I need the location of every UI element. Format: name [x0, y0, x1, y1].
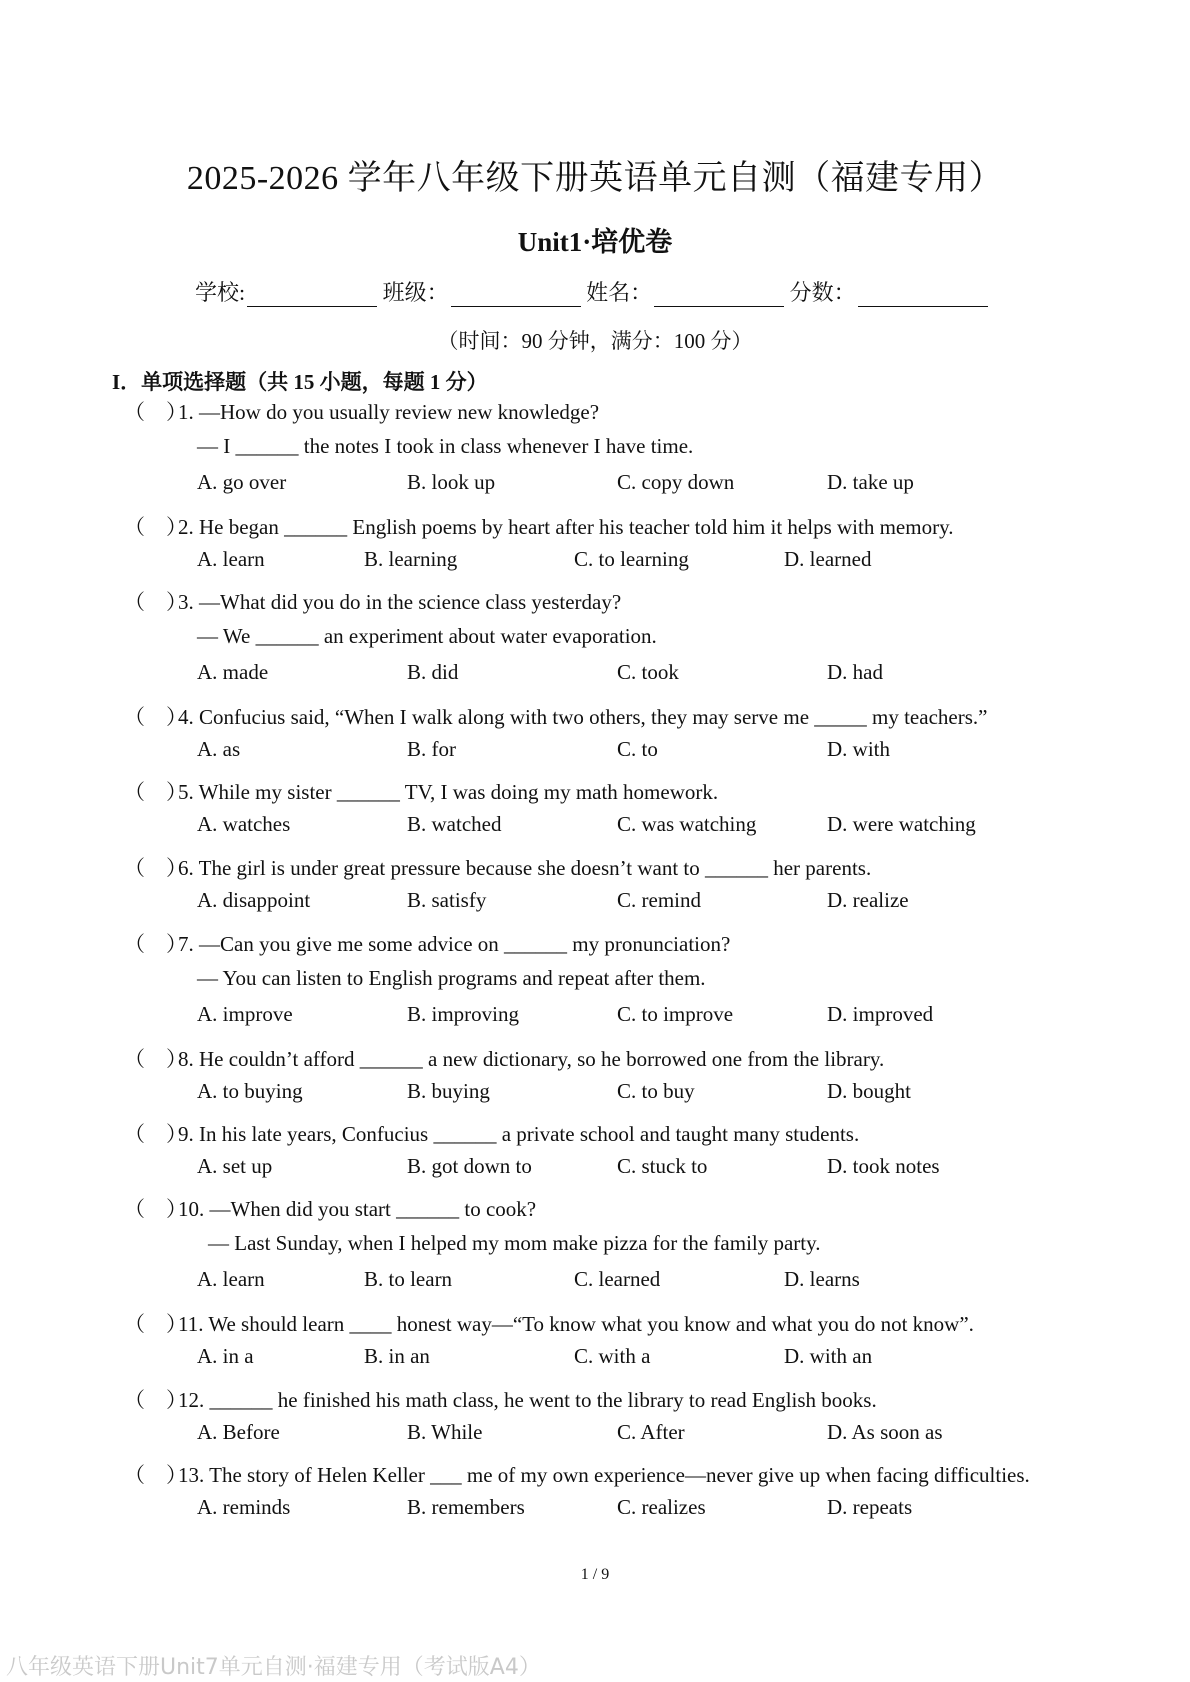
option-a[interactable]: A. to buying [197, 1079, 303, 1103]
option-c[interactable]: C. stuck to [617, 1154, 708, 1178]
question-text: 7. —Can you give me some advice on ______ my pronunciation? [178, 932, 731, 956]
option-c[interactable]: C. learned [574, 1267, 661, 1291]
question-stem [124, 1043, 884, 1073]
question-stem [124, 852, 871, 882]
question-stem [124, 776, 718, 806]
option-d[interactable]: D. were watching [827, 812, 976, 836]
option-row [197, 1267, 1097, 1293]
question-stem [124, 1384, 877, 1414]
question-text: 8. He couldn’t afford ______ a new dictionary, so he borrowed one from the library. [178, 1047, 885, 1071]
option-c[interactable]: C. was watching [617, 812, 757, 836]
option-a[interactable]: A. go over [197, 470, 287, 494]
score-label: 分数： [789, 280, 856, 305]
question-stem [124, 586, 621, 616]
option-a[interactable]: A. as [197, 737, 241, 761]
option-d[interactable]: D. improved [827, 1002, 934, 1026]
score-blank [858, 284, 988, 307]
option-row [197, 737, 1097, 763]
option-a[interactable]: A. disappoint [197, 888, 311, 912]
option-d[interactable]: D. learns [784, 1267, 860, 1291]
student-info-line [195, 276, 988, 307]
class-blank [451, 284, 581, 307]
question-text: 12. ______ he finished his math class, he went to the library to read English books. [178, 1388, 877, 1412]
option-d[interactable]: D. take up [827, 470, 914, 494]
option-d[interactable]: D. learned [784, 547, 872, 571]
answer-paren[interactable]: （ ） [124, 1388, 187, 1412]
answer-paren[interactable]: （ ） [124, 400, 187, 424]
name-label: 姓名： [586, 280, 653, 305]
question-text: 2. He began ______ English poems by heart after his teacher told him it helps with memory. [178, 515, 954, 539]
answer-paren[interactable]: （ ） [124, 932, 187, 956]
question-stem [124, 396, 599, 426]
question-text: 11. We should learn ____ honest way—“To know what you know and what you do not know”. [178, 1312, 974, 1336]
option-a[interactable]: A. reminds [197, 1495, 291, 1519]
school-blank [247, 284, 377, 307]
option-b[interactable]: B. look up [407, 470, 496, 494]
option-row [197, 660, 1097, 686]
option-row [197, 888, 1097, 914]
option-row [197, 470, 1097, 496]
option-b[interactable]: B. remembers [407, 1495, 525, 1519]
option-b[interactable]: B. satisfy [407, 888, 487, 912]
answer-paren[interactable]: （ ） [124, 590, 187, 614]
question-stem [124, 701, 987, 731]
option-b[interactable]: B. to learn [364, 1267, 453, 1291]
option-d[interactable]: D. repeats [827, 1495, 913, 1519]
option-b[interactable]: B. in an [364, 1344, 430, 1368]
option-a[interactable]: A. made [197, 660, 269, 684]
page-number: 1 / 9 [580, 1566, 610, 1583]
question-text: 5. While my sister ______ TV, I was doing my math homework. [178, 780, 719, 804]
question-stem [124, 1308, 974, 1338]
option-c[interactable]: C. remind [617, 888, 701, 912]
option-a[interactable]: A. in a [197, 1344, 254, 1368]
option-b[interactable]: B. While [407, 1420, 483, 1444]
answer-paren[interactable]: （ ） [124, 780, 187, 804]
option-c[interactable]: C. realizes [617, 1495, 706, 1519]
option-c[interactable]: C. to learning [574, 547, 689, 571]
answer-paren[interactable]: （ ） [124, 1122, 187, 1146]
option-c[interactable]: C. to buy [617, 1079, 695, 1103]
exam-subtitle: Unit1·培优卷 [517, 227, 673, 257]
question-stem [124, 1193, 536, 1223]
option-row [197, 1420, 1097, 1446]
option-row [197, 1002, 1097, 1028]
option-b[interactable]: B. improving [407, 1002, 520, 1026]
time-note: （时间：90 分钟，满分：100 分） [437, 329, 753, 353]
option-a[interactable]: A. learn [197, 1267, 265, 1291]
answer-paren[interactable]: （ ） [124, 856, 187, 880]
option-row [197, 1079, 1097, 1105]
option-d[interactable]: D. realize [827, 888, 909, 912]
option-a[interactable]: A. watches [197, 812, 291, 836]
option-a[interactable]: A. improve [197, 1002, 293, 1026]
option-b[interactable]: B. for [407, 737, 456, 761]
question-reply: — You can listen to English programs and repeat after them. [197, 966, 706, 990]
answer-paren[interactable]: （ ） [124, 515, 187, 539]
answer-paren[interactable]: （ ） [124, 1312, 187, 1336]
option-d[interactable]: D. bought [827, 1079, 911, 1103]
option-b[interactable]: B. buying [407, 1079, 490, 1103]
option-b[interactable]: B. got down to [407, 1154, 532, 1178]
question-text: 13. The story of Helen Keller ___ me of my own experience—never give up when facing difficulties. [178, 1463, 1030, 1487]
section-heading: I．单项选择题（共 15 小题，每题 1 分） [112, 370, 488, 394]
question-reply: — Last Sunday, when I helped my mom make pizza for the family party. [208, 1231, 821, 1255]
option-b[interactable]: B. learning [364, 547, 458, 571]
question-reply: — I ______ the notes I took in class whenever I have time. [197, 434, 694, 458]
option-row [197, 1495, 1097, 1521]
exam-title: 2025-2026 学年八年级下册英语单元自测（福建专用） [186, 160, 1004, 197]
question-text: 10. —When did you start ______ to cook? [178, 1197, 537, 1221]
option-c[interactable]: C. with a [574, 1344, 651, 1368]
question-text: 6. The girl is under great pressure because she doesn’t want to ______ her parents. [178, 856, 872, 880]
option-a[interactable]: A. learn [197, 547, 265, 571]
option-c[interactable]: C. to [617, 737, 658, 761]
option-c[interactable]: C. to improve [617, 1002, 734, 1026]
question-reply: — We ______ an experiment about water evaporation. [197, 624, 657, 648]
name-blank [654, 284, 784, 307]
answer-paren[interactable]: （ ） [124, 705, 187, 729]
option-c[interactable]: C. After [617, 1420, 685, 1444]
question-text: 3. —What did you do in the science class yesterday? [178, 590, 622, 614]
question-stem [124, 1118, 859, 1148]
question-text: 9. In his late years, Confucius ______ a private school and taught many students. [178, 1122, 860, 1146]
option-d[interactable]: D. had [827, 660, 883, 684]
option-row [197, 1344, 1097, 1370]
option-d[interactable]: D. As soon as [827, 1420, 943, 1444]
option-b[interactable]: B. watched [407, 812, 502, 836]
option-d[interactable]: D. with an [784, 1344, 873, 1368]
option-row [197, 547, 1097, 573]
class-label: 班级： [382, 280, 449, 305]
option-a[interactable]: A. Before [197, 1420, 280, 1444]
option-d[interactable]: D. with [827, 737, 890, 761]
answer-paren[interactable]: （ ） [124, 1463, 187, 1487]
question-text: 4. Confucius said, “When I walk along with two others, they may serve me _____ my teachers.” [178, 705, 988, 729]
answer-paren[interactable]: （ ） [124, 1047, 187, 1071]
question-stem [124, 928, 730, 958]
option-d[interactable]: D. took notes [827, 1154, 940, 1178]
option-row [197, 1154, 1097, 1180]
option-b[interactable]: B. did [407, 660, 459, 684]
question-stem [124, 1459, 1030, 1489]
answer-paren[interactable]: （ ） [124, 1197, 187, 1221]
question-stem [124, 511, 953, 541]
question-text: 1. —How do you usually review new knowledge? [178, 400, 600, 424]
option-c[interactable]: C. copy down [617, 470, 735, 494]
option-row [197, 812, 1097, 838]
school-label: 学校: [195, 280, 246, 305]
watermark-text: 八年级英语下册Unit7单元自测·福建专用（考试版A4） [6, 1655, 541, 1680]
option-a[interactable]: A. set up [197, 1154, 273, 1178]
option-c[interactable]: C. took [617, 660, 679, 684]
